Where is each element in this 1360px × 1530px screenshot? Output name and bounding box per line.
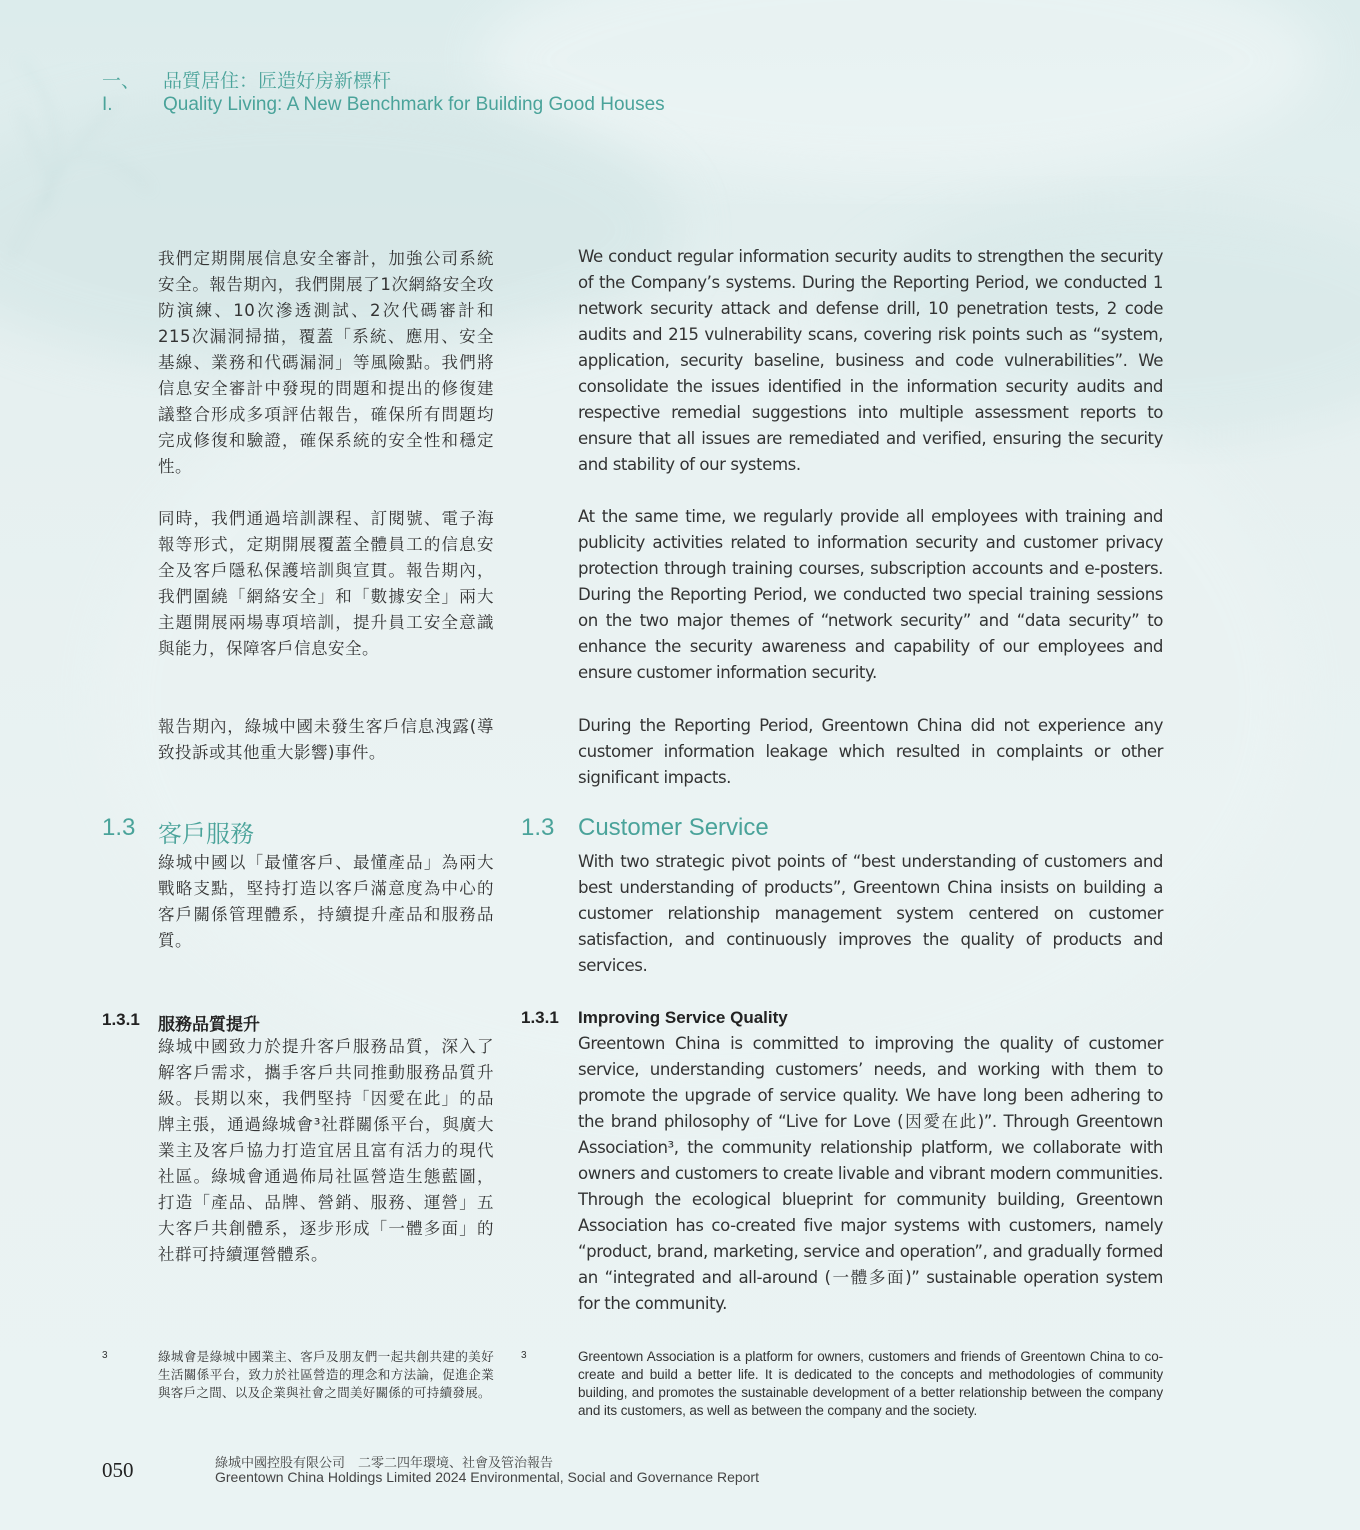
paragraph-security-training-en: At the same time, we regularly provide all employees with training and publicity activities related to information security and customer privacy protection through training courses, subscription accounts and e-posters. During the Reporting Period, we conducted two special training sessions on the two major themes of “network security” and “data security” to enhance the security awareness and capability of our employees and ensure customer information security. — [578, 507, 1163, 682]
section-title-en: Customer Service — [578, 814, 769, 841]
section-body-en: With two strategic pivot points of “best understanding of customers and best understanding of products”, Greentown China insists on building a customer relationship management system centered on customer satisfaction, and continuously improves the quality of products and services. — [578, 852, 1163, 975]
footnote-text-zh: 綠城會是綠城中國業主、客戶及朋友們一起共創共建的美好生活關係平台，致力於社區營造的理念和方法論，促進企業與客戶之間、以及企業與社會之間美好關係的可持續發展。 — [158, 1349, 494, 1400]
page-number: 050 — [102, 1458, 134, 1482]
subsection-number-zh: 1.3.1 — [102, 1010, 140, 1029]
footnote-marker-zh: 3 — [102, 1350, 108, 1361]
paragraph-security-training-zh: 同時，我們通過培訓課程、訂閱號、電子海報等形式，定期開展覆蓋全體員工的信息安全及客戶隱私保護培訓與宣貫。報告期內，我們圍繞「網絡安全」和「數據安全」兩大主題開展兩場專項培訓，提升員工安全意識與能力，保障客戶信息安全。 — [158, 509, 494, 658]
chapter-title-zh: 品質居住：匠造好房新標杆 — [163, 71, 392, 92]
section-body-zh: 綠城中國以「最懂客戶、最懂產品」為兩大戰略支點，堅持打造以客戶滿意度為中心的客戶關係管理體系，持續提升產品和服務品質。 — [158, 853, 494, 950]
paragraph-security-audit-en: We conduct regular information security audits to strengthen the security of the Company’s systems. During the Reporting Period, we conducted 1 network security attack and defense drill, 10 penetration tests, 2 code audits and 215 vulnerability scans, covering risk points such as “system, application, security baseline, business and code vulnerabilities”. We consolidate the issues identified in the information security audits and respective remedial suggestions into multiple assessment reports to ensure that all issues are remediated and verified, ensuring the security and stability of our systems. — [578, 247, 1163, 474]
footer-report-title-en: Greentown China Holdings Limited 2024 Environmental, Social and Governance Report — [215, 1469, 759, 1485]
footer-report-title-zh: 綠城中國控股有限公司 二零二四年環境、社會及管治報告 — [215, 1456, 554, 1471]
footnote-marker-en: 3 — [521, 1350, 527, 1361]
paragraph-security-audit-zh: 我們定期開展信息安全審計，加強公司系統安全。報告期內，我們開展了1次網絡安全攻防演練、10次滲透測試、2次代碼審計和215次漏洞掃描，覆蓋「系統、應用、安全基線、業務和代碼漏洞」等風險點。我們將信息安全審計中發現的問題和提出的修復建議整合形成多項評估報告，確保所有問題均完成修復和驗證，確保系統的安全性和穩定性。 — [158, 249, 494, 476]
footnote-text-en: Greentown Association is a platform for owners, customers and friends of Greentown China to co-create and build a better life. It is dedicated to the concepts and methodologies of community building, and promotes the sustainable development of a better relationship between the company and its customers, as well as between the company and the society. — [578, 1349, 1163, 1418]
section-number-en: 1.3 — [521, 814, 555, 841]
subsection-number-en: 1.3.1 — [521, 1008, 559, 1027]
paragraph-no-leakage-zh: 報告期內，綠城中國未發生客戶信息洩露(導致投訴或其他重大影響)事件。 — [158, 717, 494, 762]
section-number-zh: 1.3 — [102, 814, 136, 841]
chapter-title-en: Quality Living: A New Benchmark for Building Good Houses — [163, 94, 665, 115]
section-title-zh: 客戶服務 — [158, 821, 254, 848]
chapter-number-en: I. — [102, 94, 113, 115]
subsection-body-zh: 綠城中國致力於提升客戶服務品質，深入了解客戶需求，攜手客戶共同推動服務品質升級。長期以來，我們堅持「因愛在此」的品牌主張，通過綠城會³社群關係平台，與廣大業主及客戶協力打造宜居且富有活力的現代社區。綠城會通過佈局社區營造生態藍圖，打造「產品、品牌、營銷、服務、運營」五大客戶共創體系，逐步形成「一體多面」的社群可持續運營體系。 — [158, 1037, 494, 1264]
paragraph-no-leakage-en: During the Reporting Period, Greentown China did not experience any customer information leakage which resulted in complaints or other significant impacts. — [578, 716, 1163, 787]
chapter-number-zh: 一、 — [102, 71, 141, 92]
subsection-title-en: Improving Service Quality — [578, 1008, 788, 1027]
subsection-title-zh: 服務品質提升 — [158, 1015, 260, 1034]
subsection-body-en: Greentown China is committed to improving the quality of customer service, understanding customers’ needs, and working with them to promote the upgrade of service quality. We have long been adhering to the brand philosophy of “Live for Love (因愛在此)”. Through Greentown Association³, the community relationship platform, we collaborate with owners and customers to create livable and vibrant modern communities. Through the ecological blueprint for community building, Greentown Association has co-created five major systems with customers, namely “product, brand, marketing, service and operation”, and gradually formed an “integrated and all-around (一體多面)” sustainable operation system for the community. — [578, 1034, 1163, 1313]
